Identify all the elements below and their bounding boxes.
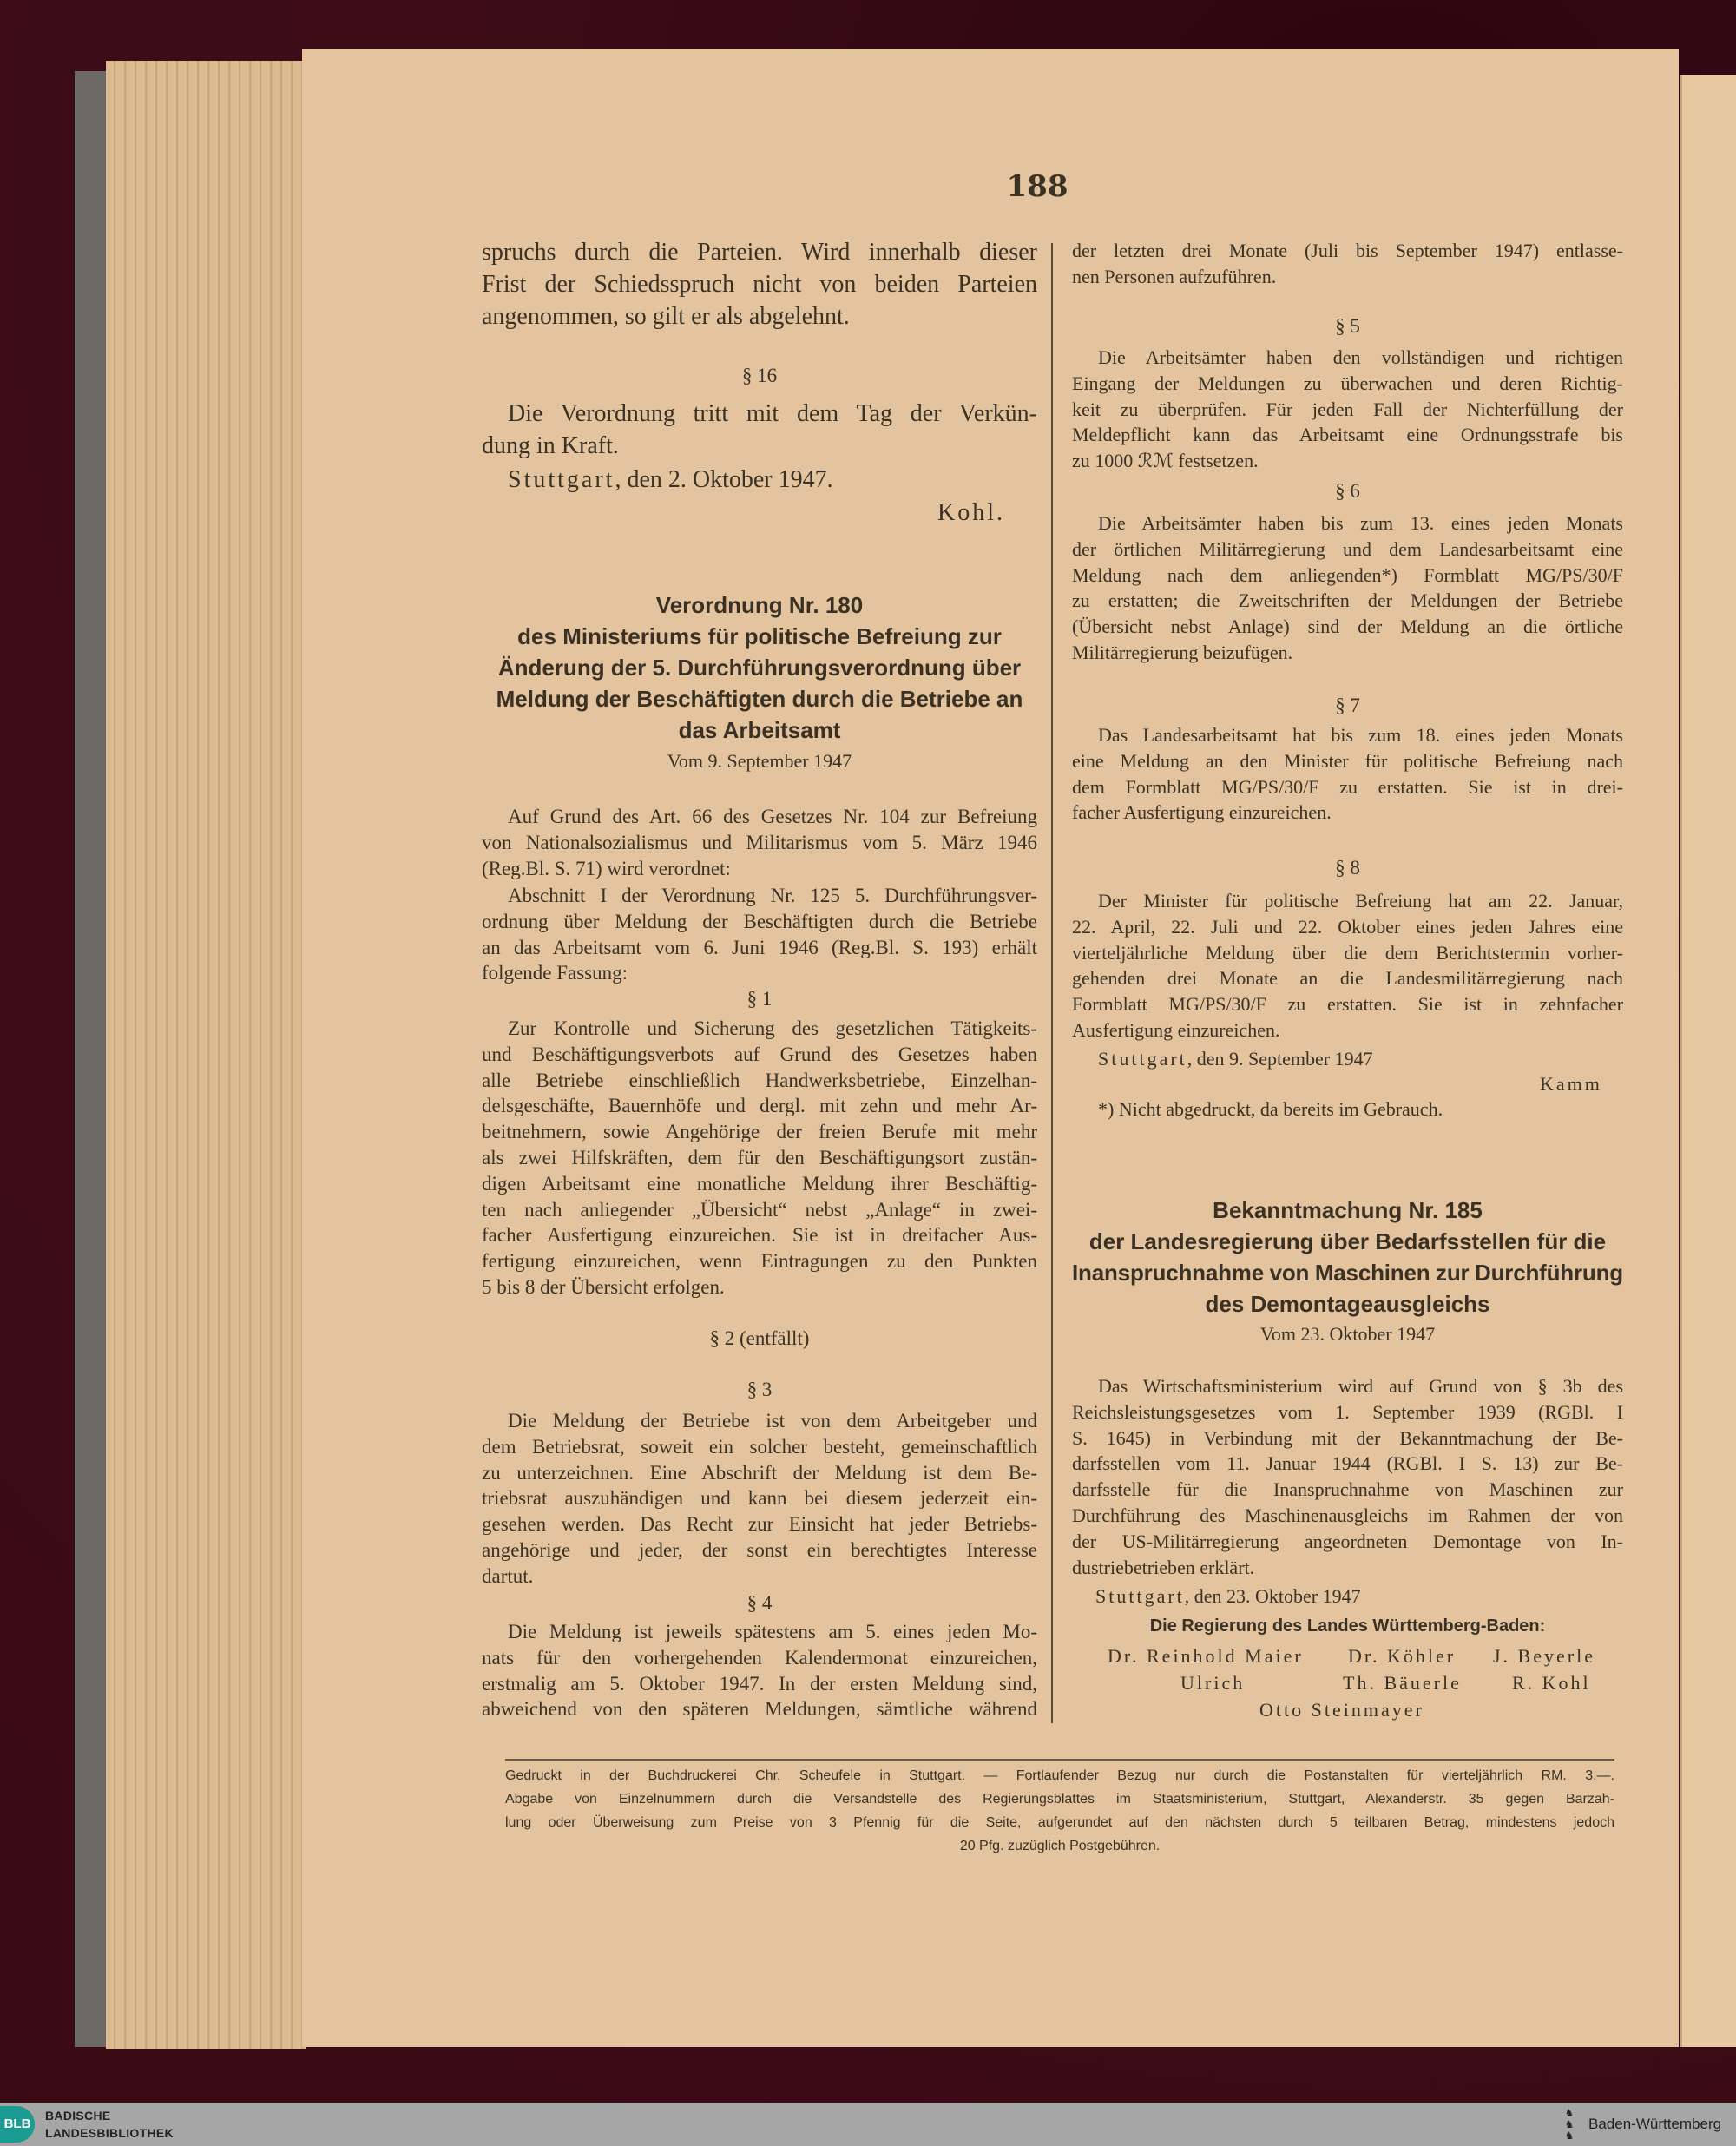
text-line: angehörige und jeder, der sonst ein berechtigtes Interesse bbox=[482, 1538, 1037, 1561]
text-line: dung in Kraft. bbox=[482, 432, 619, 459]
paragraph bbox=[1072, 722, 1623, 826]
text-line: gesehen werden. Das Recht zur Einsicht hat jeder Betriebs- bbox=[482, 1513, 1037, 1536]
paragraph bbox=[482, 1016, 1037, 1300]
text-line: folgende Fassung: bbox=[482, 962, 628, 984]
text-line: Militärregierung beizufügen. bbox=[1072, 641, 1293, 663]
place-date bbox=[1098, 1048, 1373, 1070]
blb-logo-icon[interactable]: BLB bbox=[0, 2106, 35, 2143]
section-heading: § 6 bbox=[1335, 480, 1360, 502]
imprint bbox=[505, 1764, 1614, 1858]
text-line: des Ministeriums für politische Befreiung zur bbox=[517, 623, 1002, 649]
text-line: gehenden drei Monate an die Landesmilitärregierung nach bbox=[1072, 967, 1623, 990]
footnote: *) Nicht abgedruckt, da bereits im Gebrauch. bbox=[1098, 1098, 1443, 1120]
text-line: Das Landesarbeitsamt hat bis zum 18. eines jeden Monats bbox=[1098, 724, 1623, 746]
text-line: 5 bis 8 der Übersicht erfolgen. bbox=[482, 1275, 725, 1298]
signatory: Ulrich bbox=[1180, 1672, 1246, 1694]
signatory: Otto Steinmayer bbox=[1259, 1699, 1424, 1721]
text-line: Bekanntmachung Nr. 185 bbox=[1213, 1197, 1483, 1223]
text-line: Die Meldung ist jeweils spätestens am 5. eines jeden Mo- bbox=[508, 1621, 1037, 1642]
text-line: Formblatt MG/PS/30/F zu erstatten. Sie ist in zehnfacher bbox=[1072, 993, 1623, 1016]
text-line: zu 1000 ℛℳ festsetzen. bbox=[1072, 450, 1259, 472]
text-line: Durchführung des Maschinenausgleichs im Rahmen der von bbox=[1072, 1504, 1623, 1526]
paragraph bbox=[1072, 345, 1623, 474]
section-heading: § 8 bbox=[1335, 857, 1360, 879]
text-line: vierteljährliche Meldung über die dem Berichtstermin vorher- bbox=[1072, 941, 1623, 964]
text-line: keit zu überprüfen. Für jeden Fall der Nichterfüllung der bbox=[1072, 398, 1623, 420]
text-line: angenommen, so gilt er als abgelehnt. bbox=[482, 303, 850, 330]
text-line: dem Betriebsrat, soweit ein solcher besteht, gemeinschaftlich bbox=[482, 1435, 1037, 1458]
page-stack bbox=[106, 61, 306, 2049]
text-line: Die Verordnung tritt mit dem Tag der Verkün- bbox=[508, 400, 1037, 427]
section-heading: § 16 bbox=[741, 365, 778, 386]
text-line: nen Personen aufzuführen. bbox=[1072, 265, 1277, 287]
paragraph bbox=[1072, 1373, 1623, 1580]
text-line: zu erstatten; die Zweitschriften der Meldungen der Betriebe bbox=[1072, 589, 1623, 612]
text-line: Änderung der 5. Durchführungsverordnung über bbox=[497, 655, 1022, 681]
paragraph bbox=[482, 398, 1037, 462]
text-line: an das Arbeitsamt vom 6. Juni 1946 (Reg.Bl. S. 193) erhält bbox=[482, 936, 1037, 958]
text-line: dem Formblatt MG/PS/30/F zu erstatten. Sie ist in drei- bbox=[1072, 775, 1623, 798]
signatory: Th. Bäuerle bbox=[1343, 1672, 1462, 1694]
text-line: Ausfertigung einzureichen. bbox=[1072, 1018, 1280, 1041]
section-heading: § 3 bbox=[746, 1379, 773, 1400]
text-line: Die Meldung der Betriebe ist von dem Arbeitgeber und bbox=[508, 1410, 1037, 1432]
place-date bbox=[508, 465, 833, 495]
text-line: triebsrat auszuhändigen und kann bei diesem jederzeit ein- bbox=[482, 1487, 1037, 1510]
place: Stuttgart bbox=[1095, 1585, 1185, 1607]
text-line: Reichsleistungsgesetzes vom 1. September 1939 (RGBl. I bbox=[1072, 1400, 1623, 1423]
paragraph bbox=[1072, 888, 1623, 1043]
signatory: Dr. Reinhold Maier bbox=[1108, 1645, 1304, 1667]
text-line: digen Arbeitsamt eine monatliche Meldung ihrer Beschäftig- bbox=[482, 1172, 1037, 1195]
paragraph bbox=[482, 1619, 1037, 1722]
text-line: (Übersicht nebst Anlage) sind der Meldung an die örtliche bbox=[1072, 615, 1623, 638]
signature: Kohl. bbox=[937, 499, 1005, 526]
text-line: der US-Militärregierung angeordneten Demontage von In- bbox=[1072, 1530, 1623, 1552]
text-line: beitnehmern, sowie Angehörige der freien Berufe mit mehr bbox=[482, 1121, 1037, 1143]
text-line: Frist der Schiedsspruch nicht von beiden Parteien bbox=[482, 271, 1037, 298]
date: , den 9. September 1947 bbox=[1187, 1048, 1373, 1070]
text-line: Das Wirtschaftsministerium wird auf Grund von § 3b des bbox=[1098, 1375, 1623, 1397]
text-line: zu unterzeichnen. Eine Abschrift der Meldung ist dem Be- bbox=[482, 1461, 1037, 1484]
state-name[interactable]: Baden-Württemberg bbox=[1588, 2116, 1722, 2132]
text-line: dartut. bbox=[482, 1564, 534, 1587]
section-heading: § 2 (entfällt) bbox=[709, 1327, 810, 1349]
announcement-title bbox=[1072, 1195, 1623, 1320]
signature: Kamm bbox=[1540, 1073, 1602, 1095]
place: Stuttgart bbox=[1098, 1048, 1187, 1070]
text-line: Abschnitt I der Verordnung Nr. 125 5. Durchführungsver- bbox=[508, 885, 1037, 906]
section-heading: § 4 bbox=[746, 1592, 773, 1614]
signatory: J. Beyerle bbox=[1493, 1645, 1595, 1667]
text-line: ordnung über Meldung der Beschäftigten durch die Betriebe bbox=[482, 910, 1037, 932]
text-line: Der Minister für politische Befreiung hat am 22. Januar, bbox=[1098, 890, 1623, 912]
book-cover-edge bbox=[75, 71, 109, 2047]
library-name-line2: LANDESBIBLIOTHEK bbox=[45, 2126, 174, 2140]
paragraph bbox=[1072, 510, 1623, 666]
place: Stuttgart bbox=[508, 466, 615, 493]
text-line: Meldung der Beschäftigten durch die Betriebe an bbox=[496, 686, 1023, 712]
text-line: nats für den vorhergehenden Kalendermonat einzureichen, bbox=[482, 1646, 1037, 1669]
section-heading: § 1 bbox=[746, 988, 773, 1010]
text-line: 22. April, 22. Juli und 22. Oktober eines jeden Jahres eine bbox=[1072, 915, 1623, 938]
paragraph bbox=[482, 804, 1037, 881]
announcement-date: Vom 23. Oktober 1947 bbox=[1259, 1323, 1436, 1345]
text-line: der örtlichen Militärregierung und dem Landesarbeitsamt eine bbox=[1072, 537, 1623, 560]
text-line: Auf Grund des Art. 66 des Gesetzes Nr. 104 zur Befreiung bbox=[508, 806, 1037, 827]
next-page-edge bbox=[1680, 75, 1736, 2047]
signatory: R. Kohl bbox=[1512, 1672, 1591, 1694]
text-line: Verordnung Nr. 180 bbox=[655, 592, 864, 618]
paragraph bbox=[482, 883, 1037, 986]
text-line: Meldepflicht kann das Arbeitsamt eine Ordnungsstrafe bis bbox=[1072, 424, 1623, 446]
text-line: lung oder Überweisung zum Preise von 3 Pfennig für die Seite, aufgerundet auf den nächsten durch 5 teilbaren Betrag, mindestens jedoch bbox=[505, 1815, 1614, 1830]
text-line: ten nach anliegender „Übersicht“ nebst „Anlage“ in zwei- bbox=[482, 1198, 1037, 1221]
paragraph-continued bbox=[1072, 238, 1623, 290]
text-line: Eingang der Meldungen zu überwachen und deren Richtig- bbox=[1072, 372, 1623, 394]
text-line: dustriebetrieben erklärt. bbox=[1072, 1556, 1255, 1578]
text-line: der letzten drei Monate (Juli bis September 1947) entlasse- bbox=[1072, 240, 1623, 261]
text-line: Zur Kontrolle und Sicherung des gesetzlichen Tätigkeits- bbox=[508, 1017, 1037, 1039]
text-line: delsgeschäfte, Bauernhöfe und dergl. mit zehn und mehr Ar- bbox=[482, 1095, 1037, 1117]
text-line: fertigung einzureichen, wenn Eintragungen zu den Punkten bbox=[482, 1250, 1037, 1273]
place-date bbox=[1095, 1585, 1361, 1608]
government-heading: Die Regierung des Landes Württemberg-Baden: bbox=[1149, 1616, 1546, 1636]
text-line: S. 1645) in Verbindung mit der Bekanntmachung der Be- bbox=[1072, 1426, 1623, 1449]
text-line: der Landesregierung über Bedarfsstellen für die bbox=[1088, 1228, 1607, 1254]
text-line: (Reg.Bl. S. 71) wird verordnet: bbox=[482, 857, 731, 879]
library-name-line1: BADISCHE bbox=[45, 2109, 111, 2123]
text-line: facher Ausfertigung einzureichen. Sie ist in dreifacher Aus- bbox=[482, 1224, 1037, 1247]
imprint-rule bbox=[505, 1759, 1614, 1761]
signatory: Dr. Köhler bbox=[1348, 1645, 1457, 1667]
text-line: und Beschäftigungsverbots auf Grund des Gesetzes haben bbox=[482, 1043, 1037, 1065]
text-line: Die Arbeitsämter haben bis zum 13. eines jeden Monats bbox=[1098, 512, 1623, 534]
text-line: Meldung nach dem anliegenden*) Formblatt MG/PS/30/F bbox=[1072, 563, 1623, 586]
viewer-footer bbox=[0, 2103, 1736, 2146]
text-line: darfsstelle für die Inanspruchnahme von Maschinen zur bbox=[1072, 1478, 1623, 1501]
ordinance-date: Vom 9. September 1947 bbox=[667, 750, 852, 772]
text-line: 20 Pfg. zuzüglich Postgebühren. bbox=[959, 1839, 1161, 1853]
column-divider bbox=[1051, 243, 1053, 1723]
text-line: Abgabe von Einzelnummern durch die Versandstelle des Regierungsblattes im Staatsministerium, Stuttgart, Alexanderstr. 35 gegen Barzah- bbox=[505, 1792, 1614, 1807]
text-line: darfsstellen vom 11. Januar 1944 (RGBl. I S. 13) zur Be- bbox=[1072, 1452, 1623, 1475]
text-line: erstmalig am 5. Oktober 1947. In der ersten Meldung sind, bbox=[482, 1672, 1037, 1695]
date: , den 23. Oktober 1947 bbox=[1184, 1585, 1361, 1607]
text-line: von Nationalsozialismus und Militarismus vom 5. März 1946 bbox=[482, 831, 1037, 853]
text-line: des Demontageausgleichs bbox=[1205, 1291, 1490, 1317]
section-heading: § 7 bbox=[1335, 694, 1360, 716]
text-line: facher Ausfertigung einzureichen. bbox=[1072, 801, 1332, 824]
paragraph bbox=[482, 1408, 1037, 1590]
ordinance-title bbox=[482, 589, 1037, 746]
text-line: als zwei Hilfskräften, dem für den Beschäftigungsort zustän- bbox=[482, 1146, 1037, 1168]
lions-emblem-icon: ♞ ♞ ♞ bbox=[1564, 2107, 1575, 2142]
date: , den 2. Oktober 1947. bbox=[615, 466, 833, 493]
paragraph-continued bbox=[482, 236, 1037, 332]
text-line: eine Meldung an den Minister für politische Befreiung nach bbox=[1072, 749, 1623, 772]
section-heading: § 5 bbox=[1335, 315, 1360, 337]
text-line: das Arbeitsamt bbox=[678, 717, 841, 743]
text-line: abweichend von den späteren Meldungen, sämtliche während bbox=[482, 1698, 1037, 1721]
text-line: spruchs durch die Parteien. Wird innerhalb dieser bbox=[482, 239, 1037, 266]
text-line: alle Betriebe einschließlich Handwerksbetriebe, Einzelhan- bbox=[482, 1069, 1037, 1091]
text-line: Inanspruchnahme von Maschinen zur Durchführung bbox=[1072, 1260, 1623, 1286]
text-line: Die Arbeitsämter haben den vollständigen und richtigen bbox=[1098, 346, 1623, 368]
page-number: 188 bbox=[1006, 169, 1069, 204]
text-line: Gedruckt in der Buchdruckerei Chr. Scheufele in Stuttgart. — Fortlaufender Bezug nur durch die Postanstalten für vierteljährlich RM. 3.—. bbox=[505, 1768, 1614, 1783]
